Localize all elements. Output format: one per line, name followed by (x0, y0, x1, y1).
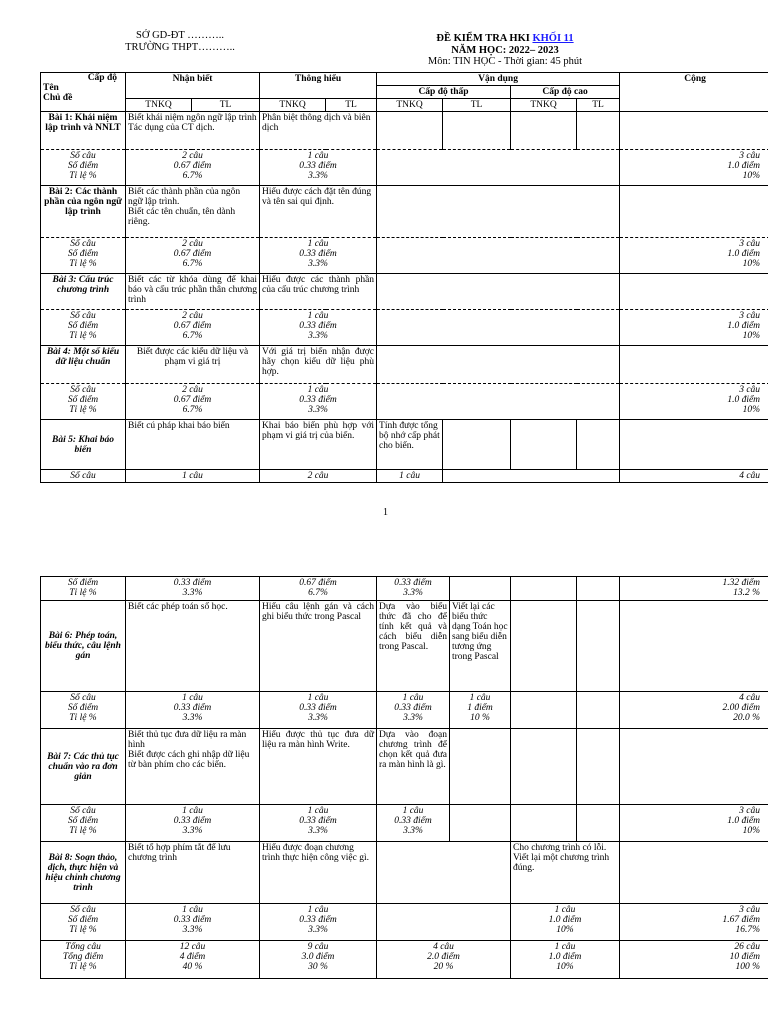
total-stats: 3 câu 1.0 điểm 10% (620, 150, 768, 186)
vdc-content: Cho chương trình có lỗi. Viết lại một chương trình đúng. (511, 842, 620, 904)
col-thong-hieu: Thông hiểu (260, 73, 377, 99)
total-stats: 3 câu 1.0 điểm 10% (620, 805, 768, 842)
so-cau-label: Số câu (41, 470, 126, 483)
vd-tl-content: Viết lại các biểu thức dạng Toán học sang biểu diễn tương ứng trong Pascal (450, 601, 511, 692)
matrix-table-page2 (40, 576, 768, 979)
sub-tnkq: TNKQ (126, 99, 192, 112)
vd-tnkq-stats: 1 câu 0.33 điểm 3.3% (377, 692, 450, 729)
lesson-name: Bài 7: Các thủ tục chuẩn vào ra đơn giản (41, 729, 126, 805)
nb-stats: 1 câu 0.33 điểm 3.3% (126, 805, 260, 842)
school-header (105, 30, 255, 53)
stat-labels: Số câu Số điểm Tỉ lệ % (41, 692, 126, 729)
vd-tnkq-content: Dựa vào đoạn chương trình để chọn kết quả đưa ra màn hình là gì. (377, 729, 450, 805)
th-stats: 1 câu 0.33 điểm 3.3% (260, 805, 377, 842)
total-stats: 1.32 điểm 13.2 % (620, 577, 768, 601)
nb-content: Biết các thành phần của ngôn ngữ lập trình. Biết các tên chuẩn, tên dành riêng. (126, 186, 260, 238)
th-content: Khai báo biến phù hợp với phạm vi giá trị của biến. (260, 420, 377, 470)
nb-stats: 2 câu 0.67 điểm 6.7% (126, 310, 260, 346)
nb-stats: 1 câu 0.33 điểm 3.3% (126, 692, 260, 729)
exam-title (385, 33, 625, 45)
sub-tl: TL (192, 99, 260, 112)
col-van-dung: Vận dụng (377, 73, 620, 86)
school-year: NĂM HỌC: 2022– 2023 (451, 44, 559, 56)
th-stats: 1 câu 0.33 điểm 3.3% (260, 384, 377, 420)
th-content: Hiểu câu lệnh gán và cách ghi biểu thức trong Pascal (260, 601, 377, 692)
col-cap-do-cao: Cấp độ cao (511, 86, 620, 99)
vd-totals: 4 câu 2.0 điểm 20 % (377, 941, 511, 979)
sub-tnkq: TNKQ (377, 99, 443, 112)
col-nhan-biet: Nhận biết (126, 73, 260, 99)
vd-socau: 1 câu (377, 470, 443, 483)
nb-content: Biết được các kiểu dữ liệu và phạm vi giá trị (126, 346, 260, 384)
th-stats: 1 câu 0.33 điểm 3.3% (260, 238, 377, 274)
nb-stats: 2 câu 0.67 điểm 6.7% (126, 384, 260, 420)
school-line: TRƯỜNG THPT……….. (125, 41, 235, 53)
total-stats: 3 câu 1.0 điểm 10% (620, 384, 768, 420)
sub-tl: TL (443, 99, 511, 112)
vd-content: Tính được tổng bộ nhớ cấp phát cho biến. (377, 420, 443, 470)
nb-content: Biết thủ tục đưa dữ liệu ra màn hình Biết được cách ghi nhập dữ liệu từ bàn phím cho các biến. (126, 729, 260, 805)
nb-stats: 1 câu 0.33 điểm 3.3% (126, 904, 260, 941)
vd-tl-stats: 1 câu 1 điểm 10 % (450, 692, 511, 729)
nb-content: Biết các từ khóa dùng để khai báo và cấu trúc phần thân chương trình (126, 274, 260, 310)
lesson-name: Bài 2: Các thành phần của ngôn ngữ lập trình (41, 186, 126, 238)
nb-content: Biết các phép toán số học. (126, 601, 260, 692)
chu-de-label: Chủ đề (43, 93, 73, 103)
lesson-name: Bài 8: Soạn thảo, dịch, thực hiện và hiệu chỉnh chương trình (41, 842, 126, 904)
total-stats: 3 câu 1.0 điểm 10% (620, 310, 768, 346)
subject-time: Môn: TIN HỌC - Thời gian: 45 phút (427, 56, 583, 67)
th-stats: 1 câu 0.33 điểm 3.3% (260, 692, 377, 729)
vd-tnkq-content: Dựa vào biểu thức đã cho để tính kết quả và cách biểu diễn trong Pascal. (377, 601, 450, 692)
nb-stats: 2 câu 0.67 điểm 6.7% (126, 150, 260, 186)
lesson-name: Bài 5: Khai báo biến (41, 420, 126, 470)
th-content: Phân biệt thông dịch và biên dịch (260, 112, 377, 150)
header-corner (41, 73, 126, 112)
th-socau: 2 câu (260, 470, 377, 483)
nb-stats: 2 câu 0.67 điểm 6.7% (126, 238, 260, 274)
sub-tnkq: TNKQ (260, 99, 326, 112)
th-totals: 9 câu 3.0 điểm 30 % (260, 941, 377, 979)
sub-tl: TL (326, 99, 377, 112)
nb-socau: 1 câu (126, 470, 260, 483)
exam-header (385, 33, 625, 68)
th-stats: 1 câu 0.33 điểm 3.3% (260, 310, 377, 346)
th-stats: 0.67 điểm 6.7% (260, 577, 377, 601)
stat-labels: Số câu Số điểm Tỉ lệ % (41, 238, 126, 274)
vdc-stats: 1 câu 1.0 điểm 10% (511, 904, 620, 941)
nb-stats: 0.33 điểm 3.3% (126, 577, 260, 601)
th-stats: 1 câu 0.33 điểm 3.3% (260, 150, 377, 186)
vdc-totals: 1 câu 1.0 điểm 10% (511, 941, 620, 979)
col-cap-do-thap: Cấp độ thấp (377, 86, 511, 99)
vd-tnkq-stats: 1 câu 0.33 điểm 3.3% (377, 805, 450, 842)
nb-content: Biết khái niệm ngôn ngữ lập trình Tác dụng của CT dịch. (126, 112, 260, 150)
th-stats: 1 câu 0.33 điểm 3.3% (260, 904, 377, 941)
total-stats: 3 câu 1.0 điểm 10% (620, 238, 768, 274)
total-socau: 4 câu (620, 470, 768, 483)
th-content: Hiểu được đoạn chương trình thực hiện công việc gì. (260, 842, 377, 904)
th-content: Với giá trị biến nhận được hãy chọn kiểu dữ liệu phù hợp. (260, 346, 377, 384)
lesson-name: Bài 1: Khái niệm lập trình và NNLT (41, 112, 126, 150)
stat-labels: Số câu Số điểm Tỉ lệ % (41, 150, 126, 186)
th-content: Hiểu được thủ tục đưa dữ liệu ra màn hình Write. (260, 729, 377, 805)
stat-labels: Số điểm Tỉ lệ % (41, 577, 126, 601)
department-line: SỞ GD-ĐT ……….. (136, 30, 224, 41)
matrix-table-page1 (40, 72, 768, 483)
lesson-name: Bài 4: Một số kiểu dữ liệu chuẩn (41, 346, 126, 384)
th-content: Hiểu được các thành phần của cấu trúc chương trình (260, 274, 377, 310)
col-cong: Cộng (620, 73, 768, 112)
total-labels: Tổng câu Tổng điểm Tỉ lệ % (41, 941, 126, 979)
sub-tnkq: TNKQ (511, 99, 577, 112)
vd-stats: 0.33 điểm 3.3% (377, 577, 450, 601)
stat-labels: Số câu Số điểm Tỉ lệ % (41, 805, 126, 842)
grand-totals: 26 câu 10 điểm 100 % (620, 941, 768, 979)
lesson-name: Bài 6: Phép toán, biểu thức, câu lệnh gán (41, 601, 126, 692)
nb-totals: 12 câu 4 điểm 40 % (126, 941, 260, 979)
th-content: Hiểu được cách đặt tên đúng và tên sai qui định. (260, 186, 377, 238)
exam-title-text: ĐỀ KIỂM TRA HKI (436, 33, 533, 44)
cap-do-label: Cấp độ (87, 73, 117, 83)
nb-content: Biết tổ hợp phím tắt để lưu chương trình (126, 842, 260, 904)
stat-labels: Số câu Số điểm Tỉ lệ % (41, 384, 126, 420)
sub-tl: TL (577, 99, 620, 112)
ten-label: Tên (43, 83, 59, 93)
stat-labels: Số câu Số điểm Tỉ lệ % (41, 904, 126, 941)
lesson-name: Bài 3: Cấu trúc chương trình (41, 274, 126, 310)
stat-labels: Số câu Số điểm Tỉ lệ % (41, 310, 126, 346)
nb-content: Biết cú pháp khai báo biến (126, 420, 260, 470)
page-number: 1 (383, 507, 388, 518)
total-stats: 3 câu 1.67 điểm 16.7% (620, 904, 768, 941)
total-stats: 4 câu 2.00 điểm 20.0 % (620, 692, 768, 729)
grade-link[interactable]: KHỐI 11 (532, 33, 574, 44)
